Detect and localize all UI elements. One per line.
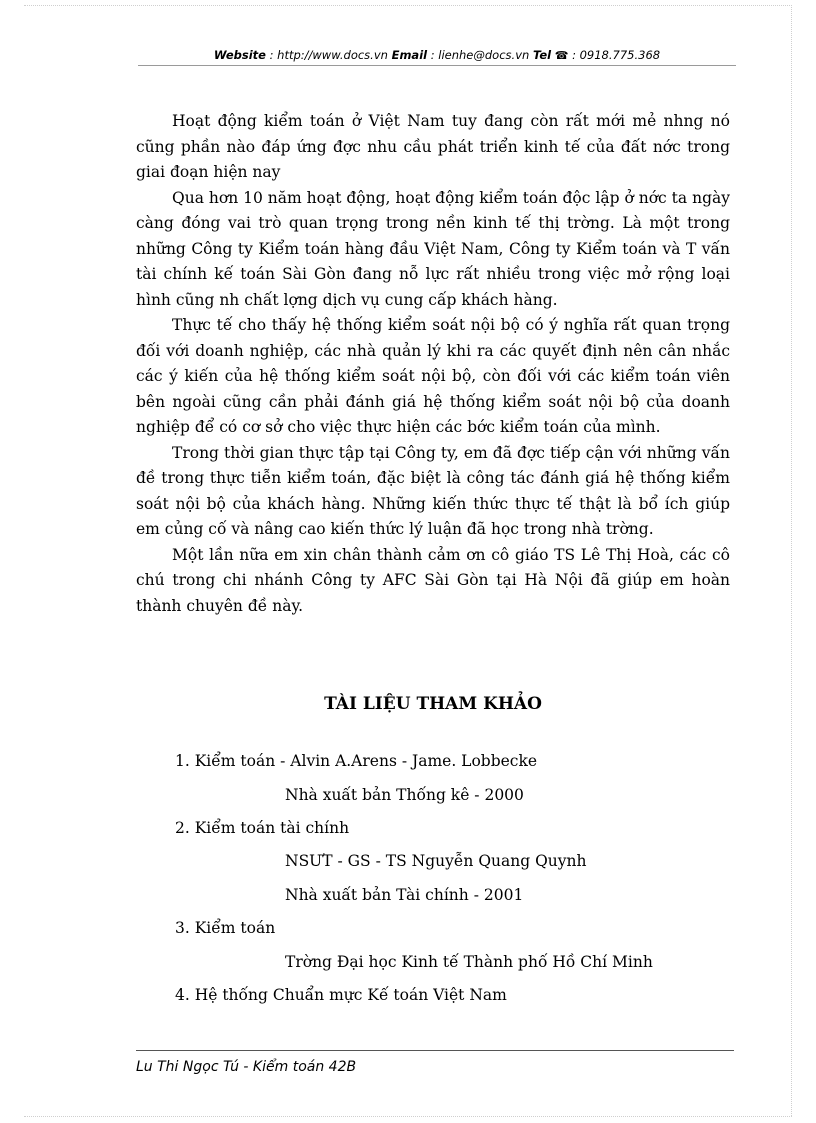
body-text — [136, 109, 730, 619]
website-link[interactable]: http://www.docs.vn — [277, 48, 388, 62]
paragraph: Qua hơn 10 năm hoạt động, hoạt động kiểm toán độc lập ở nớc ta ngày càng đóng vai trò quan trọng trong nền kinh tế thị trờng. Là một trong những Công ty Kiểm toán hàng đầu Việt Nam, Công ty Kiểm toán và T vấn tài chính kế toán Sài Gòn đang nỗ lực rất nhiều trong việc mở rộng loại hình cũng nh chất lợng dịch vụ cung cấp khách hàng. — [136, 188, 730, 309]
reference-detail: NSƯT - GS - TS Nguyễn Quang Quynh — [285, 852, 587, 870]
reference-detail: Nhà xuất bản Thống kê - 2000 — [285, 786, 524, 804]
page-header: Website : http://www.docs.vn Email : lienhe@docs.vn Tel ☎ : 0918.775.368 — [213, 48, 661, 62]
tel-label: Tel — [532, 48, 552, 62]
header-rule — [138, 65, 736, 66]
paragraph: Hoạt động kiểm toán ở Việt Nam tuy đang còn rất mới mẻ nhng nó cũng phần nào đáp ứng đợc nhu cầu phát triển kinh tế của đất nớc trong giai đoạn hiện nay — [136, 112, 730, 181]
paragraph: Thực tế cho thấy hệ thống kiểm soát nội bộ có ý nghĩa rất quan trọng đối với doanh nghiệp, các nhà quản lý khi ra các quyết định nên cân nhắc các ý kiến của hệ thống kiểm soát nội bộ, còn đối với các kiểm toán viên bên ngoài cũng cần phải đánh giá hệ thống kiểm soát nội bộ của doanh nghiệp để có cơ sở cho việc thực hiện các bớc kiểm toán của mình. — [136, 316, 730, 436]
page-footer: Lu Thi Ngọc Tú - Kiểm toán 42B — [136, 1059, 357, 1075]
email-link[interactable]: lienhe@docs.vn — [438, 48, 530, 62]
reference-item: 2. Kiểm toán tài chính — [175, 819, 350, 837]
tel-value: 0918.775.368 — [579, 48, 661, 62]
paragraph: Một lần nữa em xin chân thành cảm ơn cô giáo TS Lê Thị Hoà, các cô chú trong chi nhánh Công ty AFC Sài Gòn tại Hà Nội đã giúp em hoàn thành chuyên đề này. — [136, 545, 730, 615]
page-border — [791, 5, 792, 1116]
reference-item: 3. Kiểm toán — [175, 919, 276, 937]
reference-item: 4. Hệ thống Chuẩn mực Kế toán Việt Nam — [175, 986, 507, 1004]
references-title: TÀI LIỆU THAM KHẢO — [324, 694, 542, 714]
phone-icon: ☎ — [554, 49, 569, 62]
reference-item: 1. Kiểm toán - Alvin A.Arens - Jame. Lobbecke — [175, 752, 538, 770]
footer-rule — [136, 1050, 734, 1051]
paragraph: Trong thời gian thực tập tại Công ty, em đã đợc tiếp cận với những vấn đề trong thực tiễn kiểm toán, đặc biệt là công tác đánh giá hệ thống kiểm soát nội bộ của khách hàng. Những kiến thức thực tế thật là bổ ích giúp em củng cố và nâng cao kiến thức lý luận đã học trong nhà trờng. — [136, 443, 730, 538]
website-label: Website — [213, 48, 266, 62]
reference-detail: Trờng Đại học Kinh tế Thành phố Hồ Chí Minh — [285, 953, 653, 971]
email-label: Email — [391, 48, 428, 62]
page-border — [24, 5, 792, 6]
page-border — [24, 1116, 792, 1117]
reference-detail: Nhà xuất bản Tài chính - 2001 — [285, 886, 524, 904]
